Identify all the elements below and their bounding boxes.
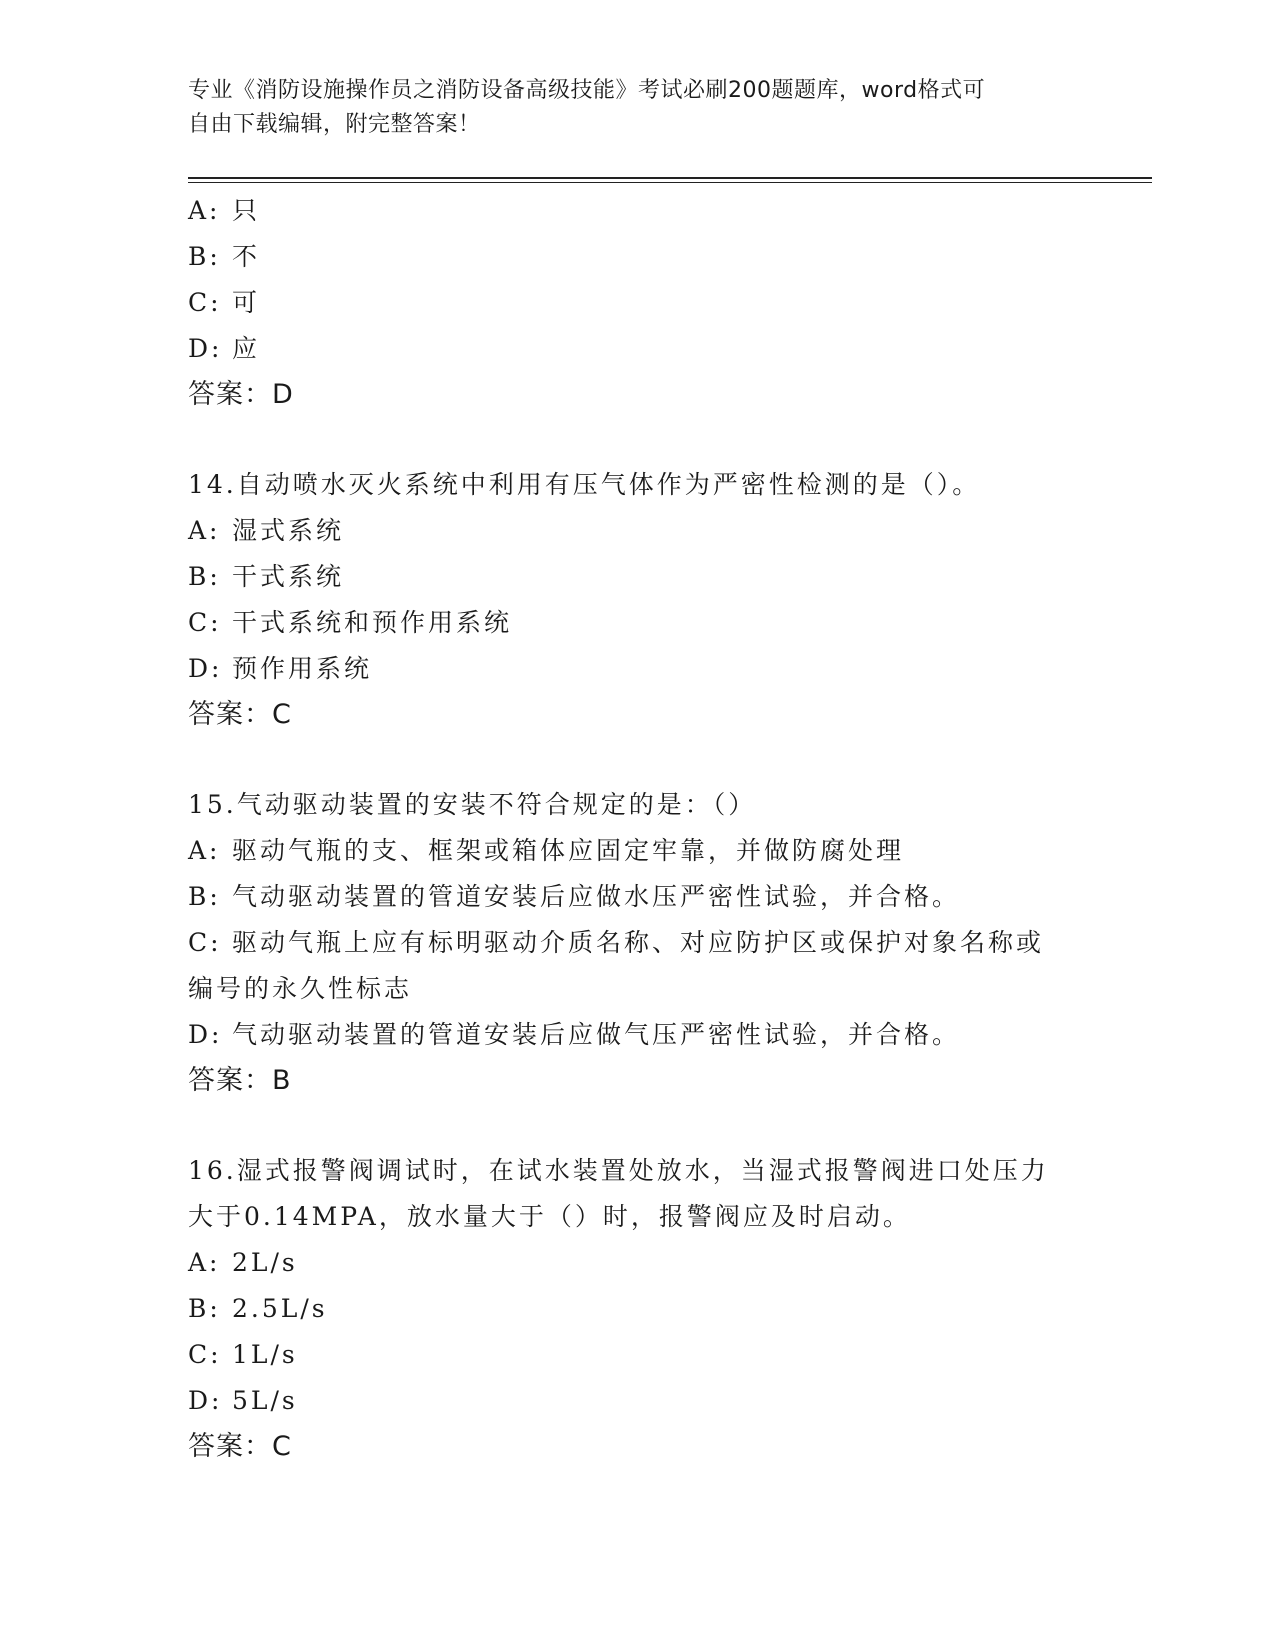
option-a: A: 驱动气瓶的支、框架或箱体应固定牢靠，并做防腐处理 xyxy=(188,836,905,865)
option-b: B: 干式系统 xyxy=(188,562,345,591)
answer: 答案：D xyxy=(188,379,294,410)
option-d: D: 应 xyxy=(188,334,261,363)
option-b: B: 气动驱动装置的管道安装后应做水压严密性试验，并合格。 xyxy=(188,882,961,911)
option-c-continued: 编号的永久性标志 xyxy=(188,974,413,1003)
option-c: C: 干式系统和预作用系统 xyxy=(188,608,513,637)
question-list xyxy=(188,188,1088,1470)
question-14 xyxy=(188,462,1088,738)
question-16 xyxy=(188,1148,1088,1470)
header-line-2: 自由下载编辑，附完整答案！ xyxy=(188,112,481,137)
question-13 xyxy=(188,188,1088,418)
option-a: A: 湿式系统 xyxy=(188,516,345,545)
document-header xyxy=(188,74,1068,142)
question-text-line-2: 大于0.14MPA，放水量大于（）时，报警阀应及时启动。 xyxy=(188,1202,911,1231)
answer: 答案：B xyxy=(188,1065,292,1096)
option-c: C: 可 xyxy=(188,288,261,317)
answer: 答案：C xyxy=(188,1431,292,1462)
header-divider-thick xyxy=(188,177,1152,179)
question-text-line-1: 16.湿式报警阀调试时，在试水装置处放水，当湿式报警阀进口处压力 xyxy=(188,1156,1049,1185)
option-c: C: 驱动气瓶上应有标明驱动介质名称、对应防护区或保护对象名称或 xyxy=(188,928,1045,957)
header-line-1: 专业《消防设施操作员之消防设备高级技能》考试必刷200题题库，word格式可 xyxy=(188,78,986,103)
option-c: C: 1L/s xyxy=(188,1340,298,1369)
spacer xyxy=(188,418,1088,462)
spacer xyxy=(188,738,1088,782)
option-a: A: 2L/s xyxy=(188,1248,298,1277)
question-text: 15.气动驱动装置的安装不符合规定的是：（） xyxy=(188,790,757,819)
option-a: A: 只 xyxy=(188,196,261,225)
question-15 xyxy=(188,782,1088,1104)
question-text: 14.自动喷水灭火系统中利用有压气体作为严密性检测的是（）。 xyxy=(188,470,981,499)
option-b: B: 不 xyxy=(188,242,261,271)
option-b: B: 2.5L/s xyxy=(188,1294,328,1323)
answer: 答案：C xyxy=(188,699,292,730)
option-d: D: 预作用系统 xyxy=(188,654,373,683)
header-divider-thin xyxy=(188,182,1152,183)
option-d: D: 5L/s xyxy=(188,1386,298,1415)
option-d: D: 气动驱动装置的管道安装后应做气压严密性试验，并合格。 xyxy=(188,1020,961,1049)
spacer xyxy=(188,1104,1088,1148)
